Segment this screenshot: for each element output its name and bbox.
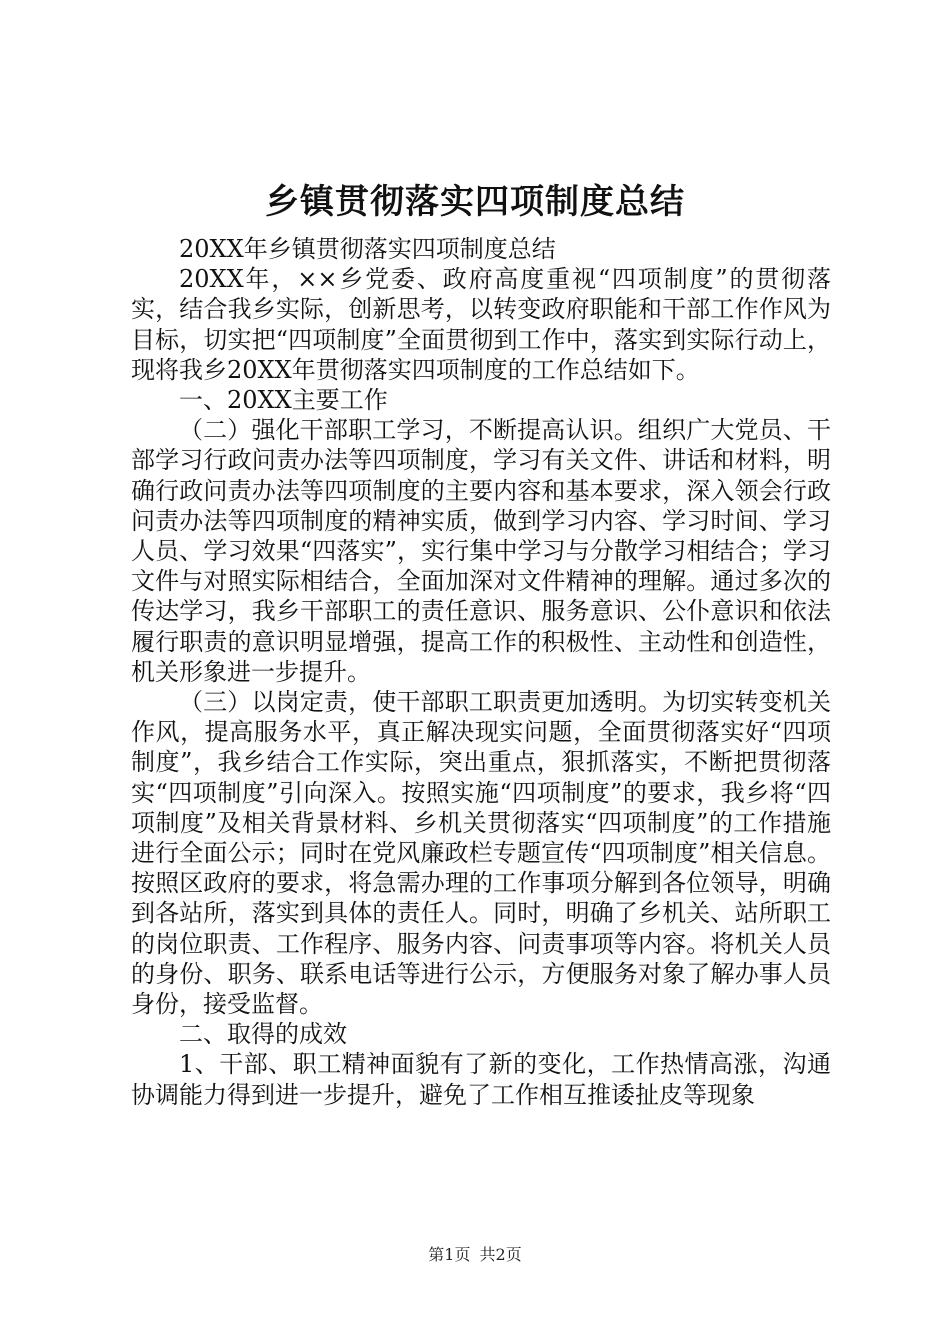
paragraph-results-1: 1、干部、职工精神面貌有了新的变化，工作热情高涨，沟通协调能力得到进一步提升，避免了工作相互推诿扯皮等现象 [131, 1050, 831, 1109]
page-number: 第1页 [428, 1245, 471, 1264]
page-total: 共2页 [479, 1245, 522, 1264]
document-body [131, 234, 831, 1110]
section-heading-results: 二、取得的成效 [179, 1020, 347, 1049]
document-title: 乡镇贯彻落实四项制度总结 [265, 182, 685, 222]
paragraph-study: （二）强化干部职工学习，不断提高认识。组织广大党员、干部学习行政问责办法等四项制度，学习有关文件、讲话和材料，明确行政问责办法等四项制度的主要内容和基本要求，深入领会行政问责办法等四项制度的精神实质，做到学习内容、学习时间、学习人员、学习效果“四落实”，实行集中学习与分散学习相结合；学习文件与对照实际相结合，全面加深对文件精神的理解。通过多次的传达学习，我乡干部职工的责任意识、服务意识、公仆意识和依法履行职责的意识明显增强，提高工作的积极性、主动性和创造性，机关形象进一步提升。 [131, 416, 831, 686]
subtitle-paragraph: 20XX年乡镇贯彻落实四项制度总结 [179, 235, 556, 263]
section-heading-main-work: 一、20XX主要工作 [179, 386, 388, 415]
paragraph-responsibility: （三）以岗定责，使干部职工职责更加透明。为切实转变机关作风，提高服务水平，真正解决现实问题，全面贯彻落实好“四项制度”，我乡结合工作实际，突出重点，狠抓落实，不断把贯彻落实“四项制度”引向深入。按照实施“四项制度”的要求，我乡将“四项制度”及相关背景材料、乡机关贯彻落实“四项制度”的工作措施进行全面公示；同时在党风廉政栏专题宣传“四项制度”相关信息。按照区政府的要求，将急需办理的工作事项分解到各位领导，明确到各站所，落实到具体的责任人。同时，明确了乡机关、站所职工的岗位职责、工作程序、服务内容、问责事项等内容。将机关人员的身份、职务、联系电话等进行公示，方便服务对象了解办事人员身份，接受监督。 [131, 688, 831, 1019]
intro-paragraph: 20XX年，××乡党委、政府高度重视“四项制度”的贯彻落实，结合我乡实际，创新思考，以转变政府职能和干部工作作风为目标，切实把“四项制度”全面贯彻到工作中，落实到实际行动上，现将我乡20XX年贯彻落实四项制度的工作总结如下。 [131, 265, 831, 384]
page-footer [0, 1244, 950, 1266]
